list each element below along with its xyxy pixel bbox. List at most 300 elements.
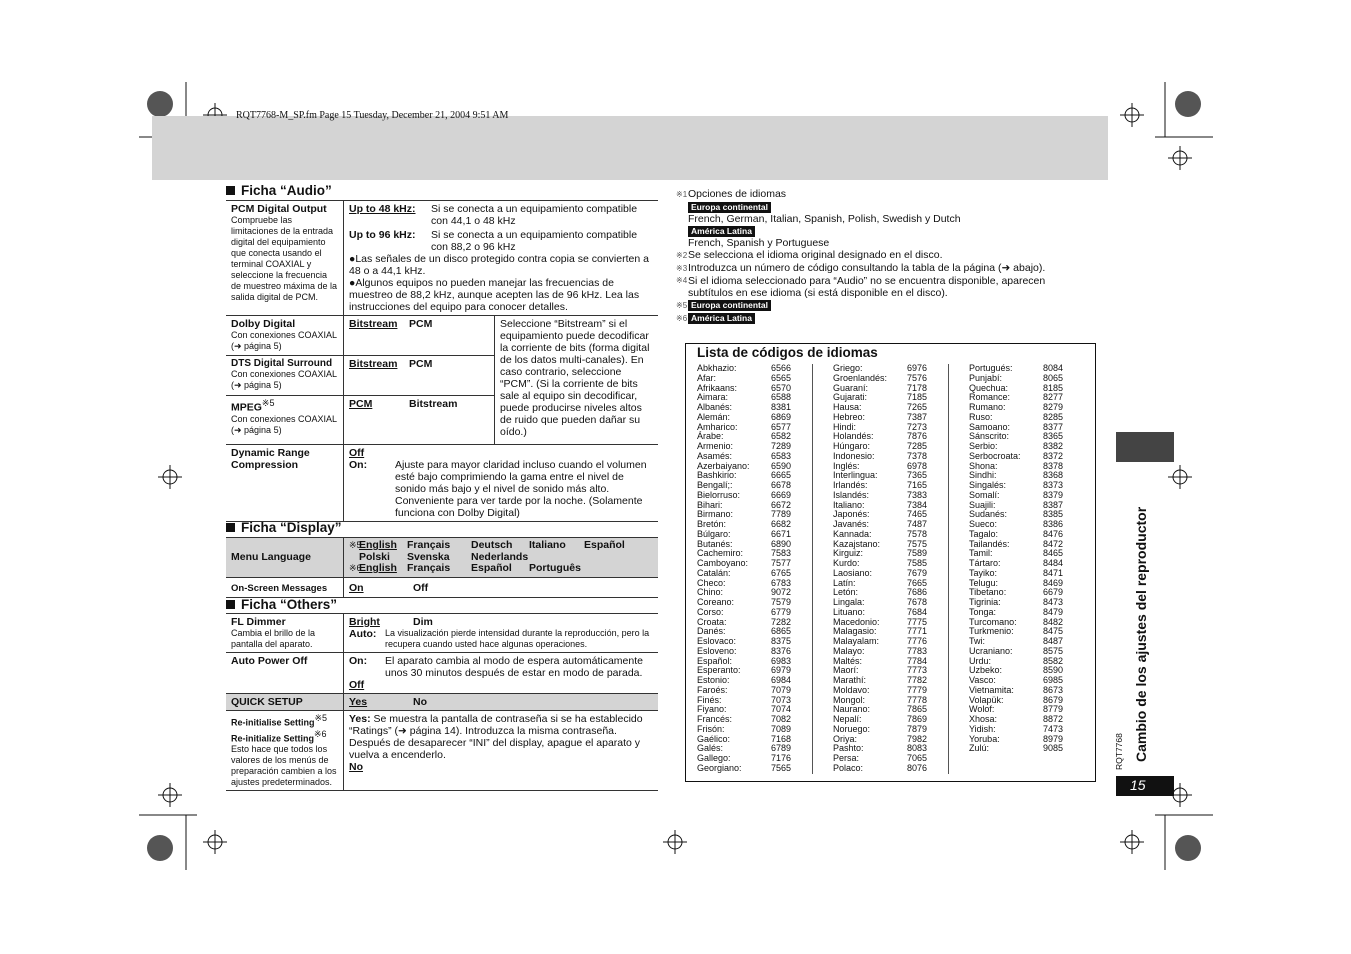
language-code: 8285	[1043, 411, 1064, 422]
language-code: 8385	[1043, 509, 1064, 520]
language-name: Francés:	[697, 714, 733, 724]
language-name: Nepalí:	[833, 714, 862, 724]
language-name: Lituano:	[833, 606, 866, 617]
apo-on[interactable]: On:	[349, 655, 368, 667]
language-code: 6582	[771, 431, 792, 442]
language-name: Tailandés:	[969, 538, 1010, 549]
language-code: 7289	[771, 441, 792, 451]
language-code: 8487	[1043, 636, 1064, 646]
language-name: Turcomano:	[969, 616, 1017, 627]
drc-label: Dynamic Range Compression	[231, 447, 310, 471]
language-name: Pashto:	[833, 743, 864, 754]
tag-europe: Europa continental	[688, 202, 771, 213]
language-name: Tigrinia:	[969, 597, 1001, 607]
menu-lang-italian[interactable]: Italiano	[529, 539, 566, 551]
language-name: Portugués:	[969, 363, 1013, 373]
language-code: 7779	[907, 684, 928, 695]
language-code: 6983	[771, 655, 792, 666]
language-code-row	[969, 744, 1063, 754]
language-code: 7879	[907, 723, 928, 734]
language-name: Malagasio:	[833, 626, 877, 637]
others-table: FL Dimmer Cambia el brillo de la pantalla del aparato. Bright Dim Auto: La visualización pierde intensidad durante la reproducción, pero la recupera cuando usted hace algunas operaciones. Auto Power Off On: El aparato cambia al modo de espera automáticamente unos 30 minutos después de estar en modo de parada. Off QUICK SETUP Yes No Re-initialise Setting$^{※5}$ Re-initialize Setting$^{※6}$ Esto hace que todos los valores de los menús de preparación cambien a los ajustes predeterminados. Yes: Se muestra la pantalla de contraseña si se ha establecido “Ratings” (➜ página 14). Introduzca la misma contraseña. Después de desaparecer “INI” del display, apague el aparato y vuelva a encenderlo. No	[226, 613, 658, 791]
language-name: Finés:	[697, 694, 722, 705]
language-name: Javanés:	[833, 519, 870, 529]
language-code: 8779	[1043, 704, 1064, 715]
language-code: 8387	[1043, 499, 1064, 510]
language-code: 7775	[907, 616, 928, 627]
language-name: Tonga:	[969, 606, 997, 617]
menu-lang-portuguese[interactable]: Português	[529, 562, 581, 574]
language-name: Esloveno:	[697, 645, 737, 656]
language-name: Coreano:	[697, 597, 735, 607]
dolby-pcm[interactable]: PCM	[409, 318, 433, 330]
language-name: Punjabí:	[969, 372, 1003, 383]
language-code: 8279	[1043, 402, 1064, 412]
language-name: Oriya:	[833, 733, 858, 744]
others-section-title: Ficha “Others”	[226, 597, 337, 612]
language-code: 8582	[1043, 655, 1064, 666]
language-code: 8381	[771, 402, 792, 412]
drc-off[interactable]: Off	[349, 447, 365, 459]
language-name: Bretón:	[697, 519, 727, 529]
language-name: Volapük:	[969, 694, 1004, 705]
section-vertical-title: Cambio de los ajustes del reproductor	[1133, 506, 1149, 762]
language-code: 6976	[907, 363, 928, 373]
language-code: 7783	[907, 645, 928, 656]
menu-lang-spanish[interactable]: Español	[584, 539, 625, 551]
language-code: 7487	[907, 519, 928, 529]
language-name: Urdu:	[969, 655, 992, 666]
language-name: Azerbaiyano:	[697, 460, 750, 471]
language-name: Inglés:	[833, 460, 860, 471]
language-code: 8382	[1043, 441, 1064, 451]
language-name: Bihari:	[697, 499, 723, 510]
pcm-label: PCM Digital Output	[231, 203, 327, 215]
language-name: Tibetano:	[969, 587, 1007, 598]
language-code: 8484	[1043, 558, 1064, 568]
language-code: 8482	[1043, 616, 1064, 627]
language-code: 7773	[907, 665, 928, 676]
language-code: 7168	[771, 733, 792, 744]
fl-dim[interactable]: Dim	[413, 616, 433, 628]
header-band	[152, 116, 1108, 180]
menu-lang-swedish[interactable]: Svenska	[407, 550, 450, 563]
language-code: 8377	[1043, 421, 1064, 432]
language-name: Tayiko:	[969, 567, 998, 578]
language-code: 7585	[907, 558, 928, 568]
language-code: 7165	[907, 480, 928, 490]
language-codes-title: Lista de códigos de idiomas	[697, 345, 878, 360]
language-code: 6566	[771, 363, 792, 373]
page-number: 15	[1116, 776, 1174, 796]
language-name: Romance:	[969, 392, 1011, 403]
language-name: Esperanto:	[697, 665, 741, 676]
language-code: 7583	[771, 548, 792, 559]
language-name: Guaraní:	[833, 382, 869, 393]
pcm-note-1: ●Las señales de un disco protegido contra copia se convierten a 48 o a 44,1 kHz.	[349, 253, 649, 277]
language-code-row	[833, 764, 927, 774]
language-code: 6682	[771, 519, 792, 529]
menu-lang-polish[interactable]: Polski	[359, 550, 390, 563]
language-name: Indonesio:	[833, 450, 875, 461]
language-name: Yoruba:	[969, 733, 1000, 744]
language-name: Naurano:	[833, 704, 871, 715]
menu-language-label: Menu Language	[231, 551, 311, 564]
language-code: 8472	[1043, 538, 1064, 549]
language-code: 7473	[1043, 723, 1064, 734]
language-name: Sudanés:	[969, 509, 1008, 520]
language-code: 9085	[1043, 743, 1064, 754]
language-code: 8065	[1043, 372, 1064, 383]
language-name: Danés:	[697, 626, 726, 637]
language-name: Twi:	[969, 636, 986, 646]
language-code: 7065	[907, 753, 928, 763]
language-code: 6665	[771, 470, 792, 481]
language-code: 7778	[907, 694, 928, 705]
language-name: Estonio:	[697, 675, 730, 685]
language-code: 7665	[907, 577, 928, 588]
language-name: Kurdo:	[833, 558, 860, 568]
language-code: 7465	[907, 509, 928, 520]
language-code: 7079	[771, 684, 792, 695]
language-name: Rumano:	[969, 402, 1006, 412]
language-code: 8469	[1043, 577, 1064, 588]
language-name: Tagalo:	[969, 528, 999, 539]
language-code: 8979	[1043, 733, 1064, 744]
language-name: Bashkirio:	[697, 470, 737, 481]
language-code: 8471	[1043, 567, 1064, 578]
language-code: 8673	[1043, 684, 1064, 695]
language-code: 7982	[907, 733, 928, 744]
language-name: Hausa:	[833, 402, 862, 412]
language-name: Abkhazio:	[697, 363, 737, 373]
language-code: 7578	[907, 528, 928, 539]
language-code: 7176	[771, 753, 792, 763]
language-code: 7282	[771, 616, 792, 627]
language-code: 8386	[1043, 519, 1064, 529]
language-name: Afrikaans:	[697, 382, 738, 393]
language-name: Laosiano:	[833, 567, 873, 578]
osm-label: On-Screen Messages	[231, 582, 328, 594]
language-name: Malayalam:	[833, 636, 880, 646]
language-name: Noruego:	[833, 723, 871, 734]
language-code: 6590	[771, 460, 792, 471]
language-code: 8465	[1043, 548, 1064, 559]
reinit-no[interactable]: No	[349, 761, 363, 773]
footnotes: ※1Opciones de idiomas Europa continental French, German, Italian, Spanish, Polish, Swedish y Dutch América Latina French, Spanish y Portuguese ※2Se selecciona el idioma original designado en el disco. ※3Introduzca un número de código consultando la tabla de la página (➜ abajo). ※4 Si el idioma seleccionado para “Audio” no se encuentra disponible, aparecen subtítulos en ese idioma (si está disponible en el disco). ※5 Europa continental ※6 América Latina	[676, 188, 1046, 323]
language-name: Samoano:	[969, 421, 1011, 432]
language-code-row	[697, 764, 791, 774]
menu-lang-spanish-2[interactable]: Español	[471, 562, 512, 574]
language-code: 7265	[907, 402, 928, 412]
dts-pcm[interactable]: PCM	[409, 358, 433, 370]
language-name: Yidish:	[969, 723, 996, 734]
language-name: Alemán:	[697, 411, 731, 422]
language-name: Islandés:	[833, 489, 870, 500]
tag-latin-america: América Latina	[688, 226, 755, 237]
menu-lang-english-2[interactable]: English	[359, 562, 397, 574]
language-code: 6565	[771, 372, 792, 383]
language-code: 6583	[771, 450, 792, 461]
language-code: 6789	[771, 743, 792, 754]
fl-auto[interactable]: Auto:	[349, 628, 377, 640]
menu-lang-english[interactable]: English	[359, 539, 397, 551]
language-name: Albanés:	[697, 402, 733, 412]
language-code: 8379	[1043, 489, 1064, 500]
language-code: 7678	[907, 597, 928, 607]
language-name: Eslovaco:	[697, 636, 737, 646]
language-name: Serbio:	[969, 441, 998, 451]
language-name: Sánscrito:	[969, 431, 1010, 442]
language-code: 7575	[907, 538, 928, 549]
language-code: 7869	[907, 714, 928, 724]
language-code: 8185	[1043, 382, 1064, 393]
language-name: Moldavo:	[833, 684, 870, 695]
language-name: Amharico:	[697, 421, 738, 432]
language-code: 8373	[1043, 480, 1064, 490]
language-name: Tártaro:	[969, 558, 1001, 568]
language-code: 8378	[1043, 460, 1064, 471]
language-name: Xhosa:	[969, 714, 998, 724]
language-code: 8083	[907, 743, 928, 754]
language-name: Wolof:	[969, 704, 995, 715]
language-name: Español:	[697, 655, 733, 666]
language-name: Bielorruso:	[697, 489, 741, 500]
language-name: Asamés:	[697, 450, 733, 461]
language-code: 7589	[907, 548, 928, 559]
language-name: Húngaro:	[833, 441, 871, 451]
bitstream-note: Seleccione “Bitstream” si el equipamiento puede decodificar la corriente de bits (forma digital de los datos multi-canales). En caso contrario, seleccione “PCM”. (Si la corriente de bits sale al equipo sin decodificar, puede producirse niveles altos de ruido que pueden dañar su oído.)	[495, 316, 659, 445]
language-code: 6678	[771, 480, 792, 490]
menu-lang-german[interactable]: Deutsch	[471, 539, 513, 551]
codes-column-1	[697, 364, 791, 774]
language-code: 6869	[771, 411, 792, 422]
language-name: Lingala:	[833, 597, 865, 607]
language-code: 6890	[771, 538, 792, 549]
reinit-yes[interactable]: Yes:	[349, 713, 371, 725]
apo-off[interactable]: Off	[349, 679, 365, 691]
language-code: 7776	[907, 636, 928, 646]
language-name: Fiyano:	[697, 704, 727, 715]
pcm-note-2: ●Algunos equipos no pueden manejar las frecuencias de muestreo de 88,2 kHz, aunque acepten las de 96 kHz. Lea las instrucciones del equipo para conocer detalles.	[349, 277, 640, 313]
column-divider	[948, 364, 949, 774]
language-code: 7273	[907, 421, 928, 432]
language-name: Croata:	[697, 616, 727, 627]
language-code: 6779	[771, 606, 792, 617]
mpeg-bitstream[interactable]: Bitstream	[409, 398, 458, 410]
language-code: 8575	[1043, 645, 1064, 656]
audio-section-title: Ficha “Audio”	[226, 183, 332, 198]
language-name: Telugu:	[969, 577, 999, 588]
language-name: Búlgaro:	[697, 528, 731, 539]
language-name: Quechua:	[969, 382, 1009, 393]
language-code: 8473	[1043, 597, 1064, 607]
language-code: 8076	[907, 762, 928, 773]
language-code: 7383	[907, 489, 928, 500]
language-name: Gujarati:	[833, 392, 868, 403]
language-code: 8476	[1043, 528, 1064, 539]
doc-code: RQT7768	[1114, 733, 1124, 770]
language-code: 8475	[1043, 626, 1064, 637]
language-name: Camboyano:	[697, 558, 749, 568]
language-code: 7074	[771, 704, 792, 715]
language-code: 8479	[1043, 606, 1064, 617]
language-name: Bengalí;:	[697, 480, 733, 490]
language-name: Macedonio:	[833, 616, 880, 627]
osm-on[interactable]: On	[349, 581, 364, 594]
language-code: 8365	[1043, 431, 1064, 442]
language-code: 6783	[771, 577, 792, 588]
language-name: Sueco:	[969, 519, 998, 529]
language-code: 8590	[1043, 665, 1064, 676]
language-name: Kannada:	[833, 528, 872, 539]
language-code: 7384	[907, 499, 928, 510]
language-code: 6865	[771, 626, 792, 637]
language-code: 7565	[771, 762, 792, 773]
pcm-desc: Compruebe las limitaciones de la entrada digital del equipamiento que conecta usando el terminal COAXIAL y seleccione la frecuencia de muestreo máxima de la salida digital de PCM.	[231, 215, 338, 302]
language-code: 6985	[1043, 675, 1064, 685]
dts-bitstream[interactable]: Bitstream	[349, 358, 398, 370]
language-code: 7576	[907, 372, 928, 383]
language-code: 7684	[907, 606, 928, 617]
language-code: 6765	[771, 567, 792, 578]
dolby-bitstream[interactable]: Bitstream	[349, 318, 398, 330]
language-code: 9072	[771, 587, 792, 598]
language-name: Tamil:	[969, 548, 993, 559]
language-name: Georgiano:	[697, 762, 742, 773]
language-name: Frisón:	[697, 723, 725, 734]
language-name: Gaélico:	[697, 733, 731, 744]
language-code: 7387	[907, 411, 928, 422]
language-name: Japonés:	[833, 509, 870, 520]
language-code: 8872	[1043, 714, 1064, 724]
language-code: 7577	[771, 558, 792, 568]
language-name: Maorí:	[833, 665, 859, 676]
language-code: 6672	[771, 499, 792, 510]
language-name: Irlandés:	[833, 480, 868, 490]
codes-column-2	[833, 364, 927, 774]
language-code: 7082	[771, 714, 792, 724]
language-name: Mongol:	[833, 694, 866, 705]
language-code: 7178	[907, 382, 928, 393]
language-code: 7876	[907, 431, 928, 442]
language-name: Serbocroata:	[969, 450, 1021, 461]
language-name: Italiano:	[833, 499, 865, 510]
language-name: Galés:	[697, 743, 724, 754]
language-name: Faroés:	[697, 684, 728, 695]
language-name: Hebreo:	[833, 411, 866, 422]
language-code: 7579	[771, 597, 792, 607]
language-code: 6679	[1043, 587, 1064, 598]
pcm-option-48[interactable]: Up to 48 kHz:	[349, 203, 416, 215]
language-code: 7686	[907, 587, 928, 598]
language-name: Somalí:	[969, 489, 1000, 500]
language-name: Hindi:	[833, 421, 857, 432]
menu-lang-dutch[interactable]: Nederlands	[471, 550, 529, 563]
language-code: 7365	[907, 470, 928, 481]
display-table: Menu Language ※5 English Français Deutsch Italiano Español Polski Svenska Nederlands ※6 English Français Español Português On-Screen Messages On Off	[226, 537, 658, 598]
language-code: 6984	[771, 675, 792, 685]
language-name: Griego:	[833, 363, 863, 373]
osm-off[interactable]: Off	[413, 581, 429, 594]
language-code: 8084	[1043, 363, 1064, 373]
mpeg-pcm[interactable]: PCM	[349, 398, 373, 410]
language-name: Shona:	[969, 460, 998, 471]
language-name: Kazajstano:	[833, 538, 881, 549]
pcm-option-96[interactable]: Up to 96 kHz:	[349, 229, 416, 241]
language-name: Vasco:	[969, 675, 996, 685]
language-name: Interlingua:	[833, 470, 878, 481]
language-name: Malayo:	[833, 645, 865, 656]
quick-setup-no[interactable]: No	[413, 696, 427, 708]
language-name: Checo:	[697, 577, 726, 588]
language-code: 6979	[771, 665, 792, 676]
language-name: Ruso:	[969, 411, 993, 422]
language-name: Catalán:	[697, 567, 731, 578]
language-name: Kirguiz:	[833, 548, 864, 559]
language-code: 6570	[771, 382, 792, 393]
quick-setup-yes[interactable]: Yes	[349, 696, 368, 708]
language-code: 7073	[771, 694, 792, 705]
codes-column-3	[969, 364, 1063, 754]
language-code: 6671	[771, 528, 792, 539]
language-name: Maltés:	[833, 655, 863, 666]
drc-on[interactable]: On:	[349, 459, 368, 471]
language-code: 7789	[771, 509, 792, 520]
language-code: 7679	[907, 567, 928, 578]
language-code: 8372	[1043, 450, 1064, 461]
language-name: Uzbeko:	[969, 665, 1003, 676]
language-name: Letón:	[833, 587, 859, 598]
language-name: Corso:	[697, 606, 724, 617]
language-name: Ucraniano:	[969, 645, 1013, 656]
language-name: Marathí:	[833, 675, 867, 685]
language-name: Birmano:	[697, 509, 734, 520]
menu-lang-french[interactable]: Français	[407, 539, 451, 551]
language-code: 8376	[771, 645, 792, 656]
language-name: Butanés:	[697, 538, 733, 549]
language-code: 6577	[771, 421, 792, 432]
language-code: 8277	[1043, 392, 1064, 403]
language-name: Vietnamita:	[969, 684, 1014, 695]
language-code: 7285	[907, 441, 928, 451]
menu-lang-french-2[interactable]: Français	[407, 562, 451, 574]
language-name: Groenlandés:	[833, 372, 888, 383]
fl-bright[interactable]: Bright	[349, 616, 380, 628]
language-name: Singalés:	[969, 480, 1007, 490]
language-code: 8679	[1043, 694, 1064, 705]
language-name: Árabe:	[697, 431, 724, 442]
language-code: 7784	[907, 655, 928, 666]
language-name: Sindhi:	[969, 470, 997, 481]
language-name: Turkmenio:	[969, 626, 1014, 637]
language-name: Cachemiro:	[697, 548, 744, 559]
language-code: 7865	[907, 704, 928, 715]
language-code: 6669	[771, 489, 792, 500]
language-code: 8375	[771, 636, 792, 646]
language-code: 6978	[907, 460, 928, 471]
column-divider	[812, 364, 813, 774]
language-code: 7378	[907, 450, 928, 461]
audio-table: PCM Digital Output Compruebe las limitaciones de la entrada digital del equipamiento que conecta usando el terminal COAXIAL y seleccione la frecuencia de muestreo máxima de la salida digital de PCM. Up to 48 kHz: Si se conecta a un equipamiento compatible con 44,1 o 48 kHz Up to 96 kHz: Si se conecta a un equipamiento compatible con 88,2 o 96 kHz ●Las señales de un disco protegido contra copia se convierten a 48 o a 44,1 kHz. ●Algunos equipos no pueden manejar las frecuencias de muestreo de 88,2 kHz, aunque acepten las de 96 kHz. Lea las instrucciones del equipo para conocer detalles. Dolby Digital Con conexiones COAXIAL (➜ página 5) Bitstream PCM Seleccione “Bitstream” si el equipamiento puede decodificar la corriente de bits (forma digital de los datos multi-canales). En caso contrario, seleccione “PCM”. (Si la corriente de bits sale al equipo sin decodificar, puede producirse niveles altos de ruido que pueden dañar su oído.) DTS Digital Surround Con conexiones COAXIAL (➜ página 5) Bitstream PCM MPEG$^{※5}$ Con conexiones COAXIAL (➜ página 5) PCM Bitstream Dynamic Range Compression Off On: Ajuste para mayor claridad incluso cuando el volumen esté bajo comprimiendo la gama entre el nivel de sonido más bajo y el nivel de sonido más alto. Conveniente para ver tarde por la noche. (Solamente funciona con Dolby Digital)	[226, 200, 658, 522]
language-name: Afar:	[697, 372, 717, 383]
language-name: Zulú:	[969, 743, 990, 754]
language-code: 6588	[771, 392, 792, 403]
language-name: Suajili:	[969, 499, 996, 510]
display-section-title: Ficha “Display”	[226, 520, 342, 535]
language-name: Armenio:	[697, 441, 734, 451]
language-code: 8368	[1043, 470, 1064, 481]
